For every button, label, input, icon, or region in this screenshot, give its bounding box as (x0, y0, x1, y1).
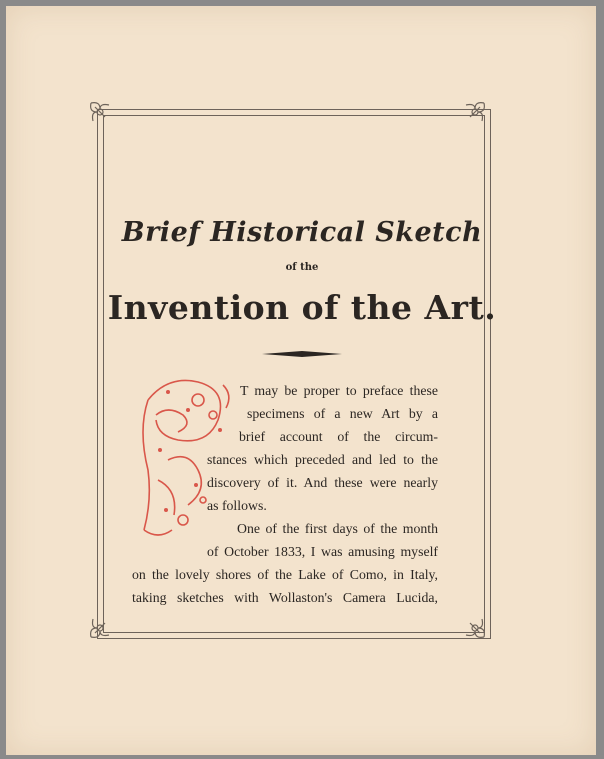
ornamental-corner-icon (462, 615, 488, 641)
body-line: T may be proper to preface these (240, 383, 438, 398)
ornamental-corner-icon (87, 615, 113, 641)
heading-line-1: Brief Historical Sketch (121, 217, 483, 248)
ornamental-corner-icon (462, 99, 488, 125)
body-line: One of the first days of the month (237, 521, 438, 536)
body-line: of October 1833, I was amusing myself (207, 544, 438, 559)
body-line: brief account of the circum- (239, 429, 438, 444)
ornamental-corner-icon (87, 99, 113, 125)
divider-ornament-icon (262, 350, 342, 358)
body-line: stances which preceded and led to the (207, 452, 438, 467)
body-line: on the lovely shores of the Lake of Como, in Italy, (132, 567, 438, 582)
body-line: discovery of it. And these were nearly (207, 475, 438, 490)
body-line: as follows. (207, 498, 267, 513)
heading-line-3: Invention of the Art. (107, 288, 497, 327)
body-line: taking sketches with Wollaston's Camera Lucida, (132, 590, 438, 605)
body-line: specimens of a new Art by a (247, 406, 438, 421)
heading-line-2: of the (285, 262, 319, 273)
book-page (6, 6, 596, 755)
